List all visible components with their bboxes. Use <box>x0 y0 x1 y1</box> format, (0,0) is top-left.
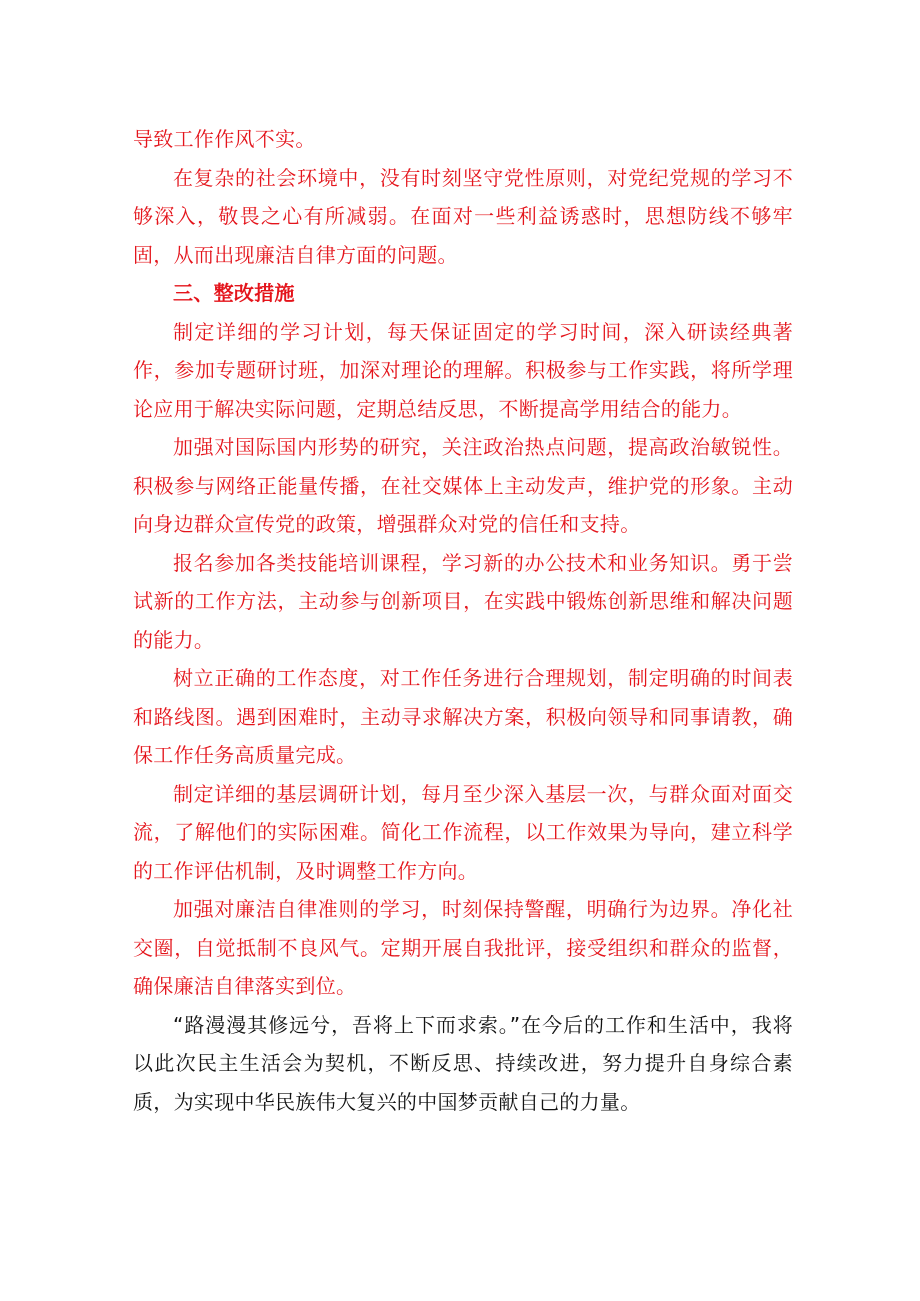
paragraph-grassroots-research: 制定详细的基层调研计划，每月至少深入基层一次，与群众面对面交流，了解他们的实际困难。简化工作流程，以工作效果为导向，建立科学的工作评估机制，及时调整工作方向。 <box>133 781 793 883</box>
section-heading-rectification: 三、整改措施 <box>173 281 295 305</box>
paragraph-study-plan: 制定详细的学习计划，每天保证固定的学习时间，深入研读经典著作，参加专题研讨班，加深对理论的理解。积极参与工作实践，将所学理论应用于解决实际问题，定期总结反思，不断提高学用结合的能力。 <box>133 319 793 421</box>
paragraph-discipline-problem: 在复杂的社会环境中，没有时刻坚守党性原则，对党纪党规的学习不够深入，敬畏之心有所减弱。在面对一些利益诱惑时，思想防线不够牢固，从而出现廉洁自律方面的问题。 <box>133 165 793 267</box>
document-page <box>133 120 793 1121</box>
paragraph-closing: “路漫漫其修远兮，吾将上下而求索。”在今后的工作和生活中，我将以此次民主生活会为契机，不断反思、持续改进，努力提升自身综合素质，为实现中华民族伟大复兴的中国梦贡献自己的力量。 <box>133 1012 793 1114</box>
paragraph-skills-training: 报名参加各类技能培训课程，学习新的办公技术和业务知识。勇于尝试新的工作方法，主动参与创新项目，在实践中锻炼创新思维和解决问题的能力。 <box>133 550 793 652</box>
paragraph-continuation: 导致工作作风不实。 <box>133 127 316 151</box>
paragraph-integrity: 加强对廉洁自律准则的学习，时刻保持警醒，明确行为边界。净化社交圈，自觉抵制不良风气。定期开展自我批评，接受组织和群众的监督，确保廉洁自律落实到位。 <box>133 897 793 998</box>
paragraph-work-attitude: 树立正确的工作态度，对工作任务进行合理规划，制定明确的时间表和路线图。遇到困难时，主动寻求解决方案，积极向领导和同事请教，确保工作任务高质量完成。 <box>133 666 793 767</box>
paragraph-political-awareness: 加强对国际国内形势的研究，关注政治热点问题，提高政治敏锐性。积极参与网络正能量传播，在社交媒体上主动发声，维护党的形象。主动向身边群众宣传党的政策，增强群众对党的信任和支持。 <box>133 435 793 536</box>
